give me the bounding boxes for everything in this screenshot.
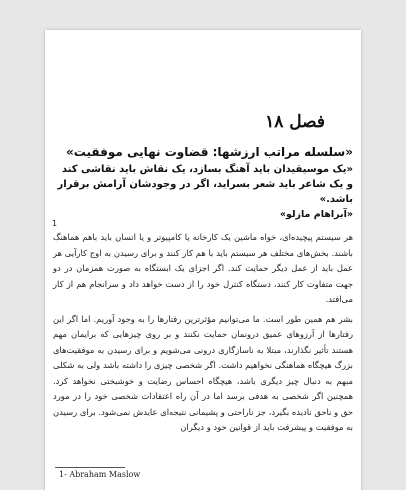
body-paragraph: هر سیستم پیچیده‌ای، خواه ماشین یک کارخانه یا کامپیوتر و یا انسان باید باهم هماهنگ باشند. بخش‌های مختلف هر سیستم باید با هم کار کنند و برای رسیدن به اوج کارآیی هر عمل باید از عمل دیگر حمایت کند. اگر اجزای یک ابستگاه به صورت همزمان در دو جهت متفاوت کار کنند، دستگاه کنترل خود را از دست خواهد داد و سرانجام هم از کار می‌افتد.	[53, 232, 353, 304]
chapter-title: فصل ۱۸	[265, 112, 325, 132]
footnote-marker: 1	[52, 219, 58, 228]
epigraph	[53, 143, 353, 222]
book-page	[45, 30, 361, 490]
footnote: 1- Abraham Maslow	[59, 470, 141, 479]
epigraph-author: آبراهام مازلو	[286, 209, 347, 220]
epigraph-text: «یک موسیقیدان باید آهنگ بسازد، یک نقاش باید نقاشی کند و یک شاعر باید شعر بسراید، اگر در وجودشان آرامش برقرار باشد.»	[57, 164, 353, 205]
footnote-divider	[55, 467, 125, 468]
epigraph-title: «سلسله مراتب ارزشها: قضاوت نهایی موفقیت»	[66, 145, 353, 159]
epigraph-attribution: «آبراهام مازلو»	[279, 209, 353, 220]
body-paragraph: بشر هم همین طور است. ما می‌توانیم مؤثرترین رفتارها را به وجود آوریم. اما اگر این رفتارها از آرزوهای عمیق درونمان حمایت نکنند و بر روی چیزهایی که برایمان مهم هستند تأثیر نگذارند، مبتلا به ناسازگاری درونی می‌شویم و برای رسیدن به موفقیت‌های بزرگ هیچگاه هماهنگی نخواهیم داشت. اگر شخصی چیزی را داشته باشد ولی به شکلی مبهم به دنبال چیز دیگری باشد، هیچگاه احساس رضایت و خوشبختی نخواهد کرد. همچنین اگر شخصی به هدفی برسد اما در آن راه اعتقادات شخصی خود را در مورد حق و ناحق نادیده بگیرد، جز ناراحتی و پشیمانی نتیجه‌ای عایدش نمی‌شود. برای رسیدن به موفقیت و پیشرفت باید از قوانین خود و دیگران	[53, 313, 353, 432]
body-text	[53, 230, 353, 440]
